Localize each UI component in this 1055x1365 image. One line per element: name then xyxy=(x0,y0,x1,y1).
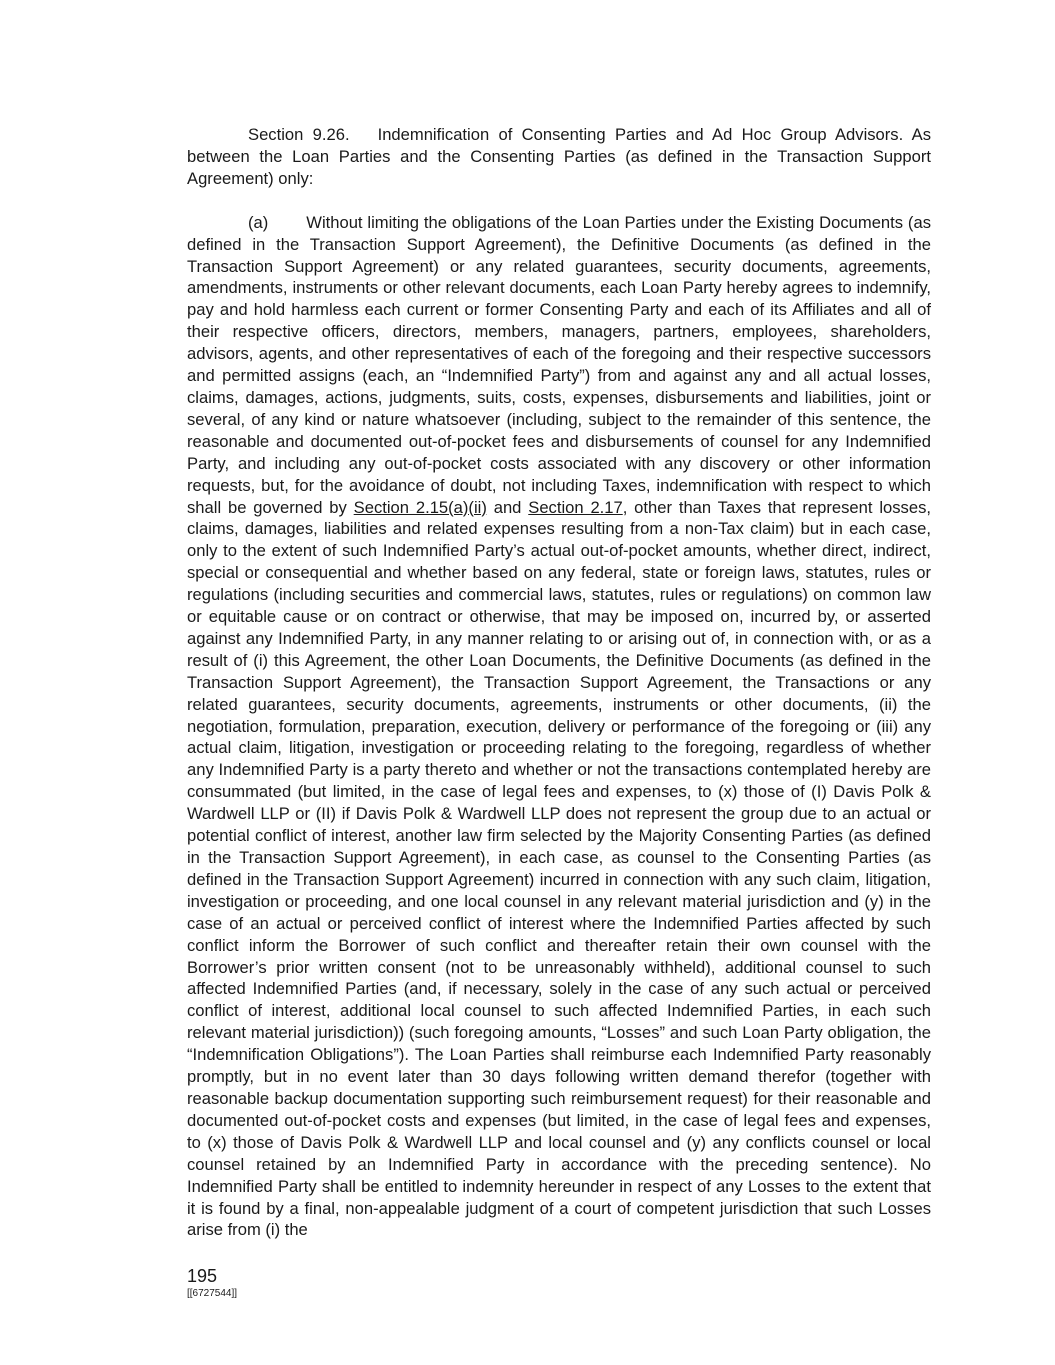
section-2-15-reference: Section 2.15(a)(ii) xyxy=(353,497,487,517)
subsection-a-text-part1: Without limiting the obligations of the Loan Parties under the Existing Documents (as defined in the Transaction Support Agreement), the Definitive Documents (as defined in the Transaction Support Agreement) or any related guarantees, security documents, agreements, amendments, instruments or other relevant documents, each Loan Party hereby agrees to indemnify, pay and hold harmless each current or former Consenting Party and each of its Affiliates and all of their respective officers, directors, members, managers, partners, employees, shareholders, advisors, agents, and other representatives of each of the foregoing and their respective successors and permitted assigns (each, an “Indemnified Party”) from and against any and all actual losses, claims, damages, actions, judgments, suits, costs, expenses, disbursements and liabilities, joint or several, of any kind or nature whatsoever (including, subject to the remainder of this sentence, the reasonable and documented out-of-pocket fees and disbursements of counsel for any Indemnified Party, and including any out-of-pocket costs associated with any discovery or other information requests, but, for the avoidance of doubt, not including Taxes, indemnification with respect to which shall be governed by xyxy=(187,212,931,517)
page-footer xyxy=(187,1266,237,1300)
section-heading: Indemnification of Consenting Parties and Ad Hoc Group Advisors. xyxy=(377,125,904,144)
section-9-26-paragraph xyxy=(187,124,931,190)
document-id: [[6727544]] xyxy=(187,1288,238,1299)
subsection-a-label: (a) xyxy=(248,212,269,232)
section-intro: As between the Loan Parties and the Consenting Parties (as defined in the Transaction Support Agreement) only: xyxy=(187,125,931,188)
page-number: 195 xyxy=(187,1266,218,1286)
conjunction-text: and xyxy=(486,497,529,517)
subsection-a-text-part2: , other than Taxes that represent losses, claims, damages, liabilities and related expenses resulting from a non-Tax claim) but in each case, only to the extent of such Indemnified Party’s actual out-of-pocket amounts, whether direct, indirect, special or consequential and whether based on any federal, state or foreign laws, statutes, rules or regulations (including securities and commercial laws, statutes, rules or regulations) on common law or equitable cause or on contract or otherwise, that may be imposed on, incurred by, or asserted against any Indemnified Party, in any manner relating to or arising out of, in connection with, or as a result of (i) this Agreement, the other Loan Documents, the Definitive Documents (as defined in the Transaction Support Agreement), the Transaction Support Agreement, the Transactions or any related guarantees, security documents, agreements, instruments or other documents, (ii) the negotiation, formulation, preparation, execution, delivery or performance of the foregoing or (iii) any actual claim, litigation, investigation or proceeding relating to the foregoing, regardless of whether any Indemnified Party is a party thereto and whether or not the transactions contemplated hereby are consummated (but limited, in the case of legal fees and expenses, to (x) those of (I) Davis Polk & Wardwell LLP or (II) if Davis Polk & Wardwell LLP does not represent the group due to an actual or potential conflict of interest, another law firm selected by the Majority Consenting Parties (as defined in the Transaction Support Agreement), in each case, as counsel to the Consenting Parties (as defined in the Transaction Support Agreement) incurred in connection with any such claim, litigation, investigation or proceeding, and one local counsel in any relevant material jurisdiction and (y) in the case of an actual or perceived conflict of interest where the Indemnified Parties affected by such conflict inform the Borrower of such conflict and thereafter retain their own counsel with the Borrower’s prior written consent (not to be unreasonably withheld), additional counsel to such affected Indemnified Parties (and, if necessary, solely in the case of any such actual or perceived conflict of interest, additional local counsel to such affected Indemnified Parties, in each such relevant material jurisdiction)) (such foregoing amounts, “Losses” and such Loan Party obligation, the “Indemnification Obligations”). The Loan Parties shall reimburse each Indemnified Party reasonably promptly, but in no event later than 30 days following written demand therefor (together with reasonable backup documentation supporting such reimbursement request) for their reasonable and documented out-of-pocket costs and expenses (but limited, in the case of legal fees and expenses, to (x) those of Davis Polk & Wardwell LLP and local counsel and (y) any conflicts counsel or local counsel retained by an Indemnified Party in accordance with the preceding sentence). No Indemnified Party shall be entitled to indemnity hereunder in respect of any Losses to the extent that it is found by a final, non-appealable judgment of a court of competent jurisdiction that such Losses arise from (i) the xyxy=(187,497,931,1240)
section-number: Section 9.26. xyxy=(248,125,350,144)
section-2-17-reference: Section 2.17 xyxy=(528,497,623,517)
subsection-a-paragraph xyxy=(187,212,931,1242)
document-body xyxy=(187,124,931,1241)
